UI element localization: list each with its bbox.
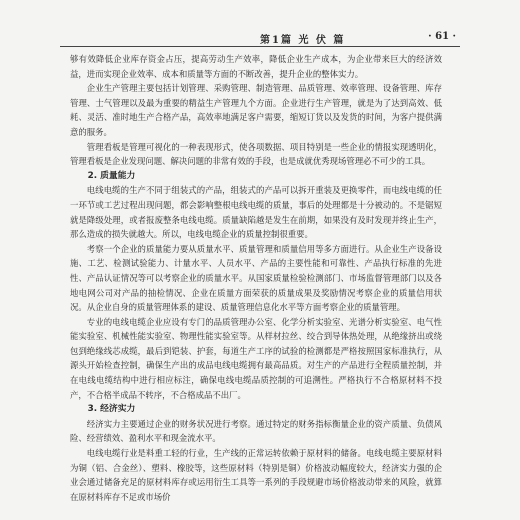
paragraph: 够有效降低企业库存资金占压，提高劳动生产效率，降低企业生产成本，为企业带来巨大的经济效益，进而实现企业效率、成本和质量等方面的不断改善，提升企业的整体实力。 (70, 54, 442, 79)
page-body (70, 52, 442, 504)
section-heading-economic: 3. 经济实力 (87, 404, 136, 415)
page-number: · 61 · (428, 31, 456, 42)
paragraph: 专业的电线电缆企业应设有专门的品质管理办公室、化学分析实验室、光谱分析实验室、电气性能实验室、机械性能实验室、物理性能实验室等。从样材拉丝、绞合到导体热处理，从绝缘挤出或绕包到绝缘线芯成缆，最后到铠装、护套，每道生产工序的试验的检测都是严格按照国家标准执行，从源头开始检查控制，确保生产出的成品电线电缆拥有最高品质。对生产的产品进行全程质量控制，并在电线电缆结构中进行相应标注，确保电线电缆品质控制的可追溯性。严格执行不合格原材料不投产，不合格半成品不转序，不合格成品不出厂。 (70, 316, 442, 400)
running-header (60, 30, 460, 47)
paragraph: 管理看板是管理可视化的一种表现形式，使各项数据、项目特别是一些企业的情报实现透明化，管理看板是企业发现问题、解决问题的非常有效的手段，也是成就优秀现场管理必不可少的工具。 (70, 141, 442, 167)
section-heading-quality: 2. 质量能力 (87, 170, 136, 181)
paragraph: 电线电缆行业是料重工轻的行业，生产线的正常运转依赖于原材料的储备。电线电缆主要原材料为铜（铝、合金丝）、塑料、橡胶等，这些原材料（特别是铜）价格波动幅度较大，经济实力强的企业会通过储备充足的原材料库存或运用衍生工具等一系列的手段规避市场价格波动带来的风险，就算在原材料库存不足或市场价 (70, 448, 442, 502)
paragraph: 经济实力主要通过企业的财务状况进行考察。通过特定的财务指标衡量企业的资产质量、负债风险、经营绩效、盈利水平和现金流水平。 (70, 418, 442, 444)
paragraph: 电线电缆的生产不同于组装式的产品，组装式的产品可以拆开重装及更换零件，而电线电缆的任一环节或工艺过程出现问题，都会影响整根电线电缆的质量，事后的处理都是十分被动的。不是锯短就是降级处理，或者报废整条电线电缆。质量缺陷越是发生在前期，如果没有及时发现并终止生产，那么造成的损失就越大。所以，电线电缆企业的质量控制很重要。 (70, 185, 442, 240)
paragraph: 企业生产管理主要包括计划管理、采购管理、制造管理、品质管理、效率管理、设备管理、库存管理、士气管理以及最为重要的精益生产管理九个方面。企业进行生产管理，就是为了达到高效、低耗、灵活、准时地生产合格产品，高效率地满足客户需要，缩短订货以及发货的时间，为客户提供满意的服务。 (70, 83, 442, 137)
paragraph: 考察一个企业的质量能力要从质量水平、质量管理和质量信用等多方面进行。从企业生产设备设施、工艺、检测试验能力、计量水平、人员水平、产品的主要性能和可靠性、产品执行标准的先进性、产品认证情况等可以考察企业的质量水平。从国家质量检验检测部门、市场监督管理部门以及各地电网公司对产品的抽检情况、企业在质量方面荣获的质量成果及奖励情况考察企业的质量信用状况。从企业自身的质量管理体系的建设、质量管理信息化水平等方面考察企业的质量管理。 (70, 243, 442, 313)
header-title: 第1篇 光 伏 篇 (260, 35, 346, 46)
